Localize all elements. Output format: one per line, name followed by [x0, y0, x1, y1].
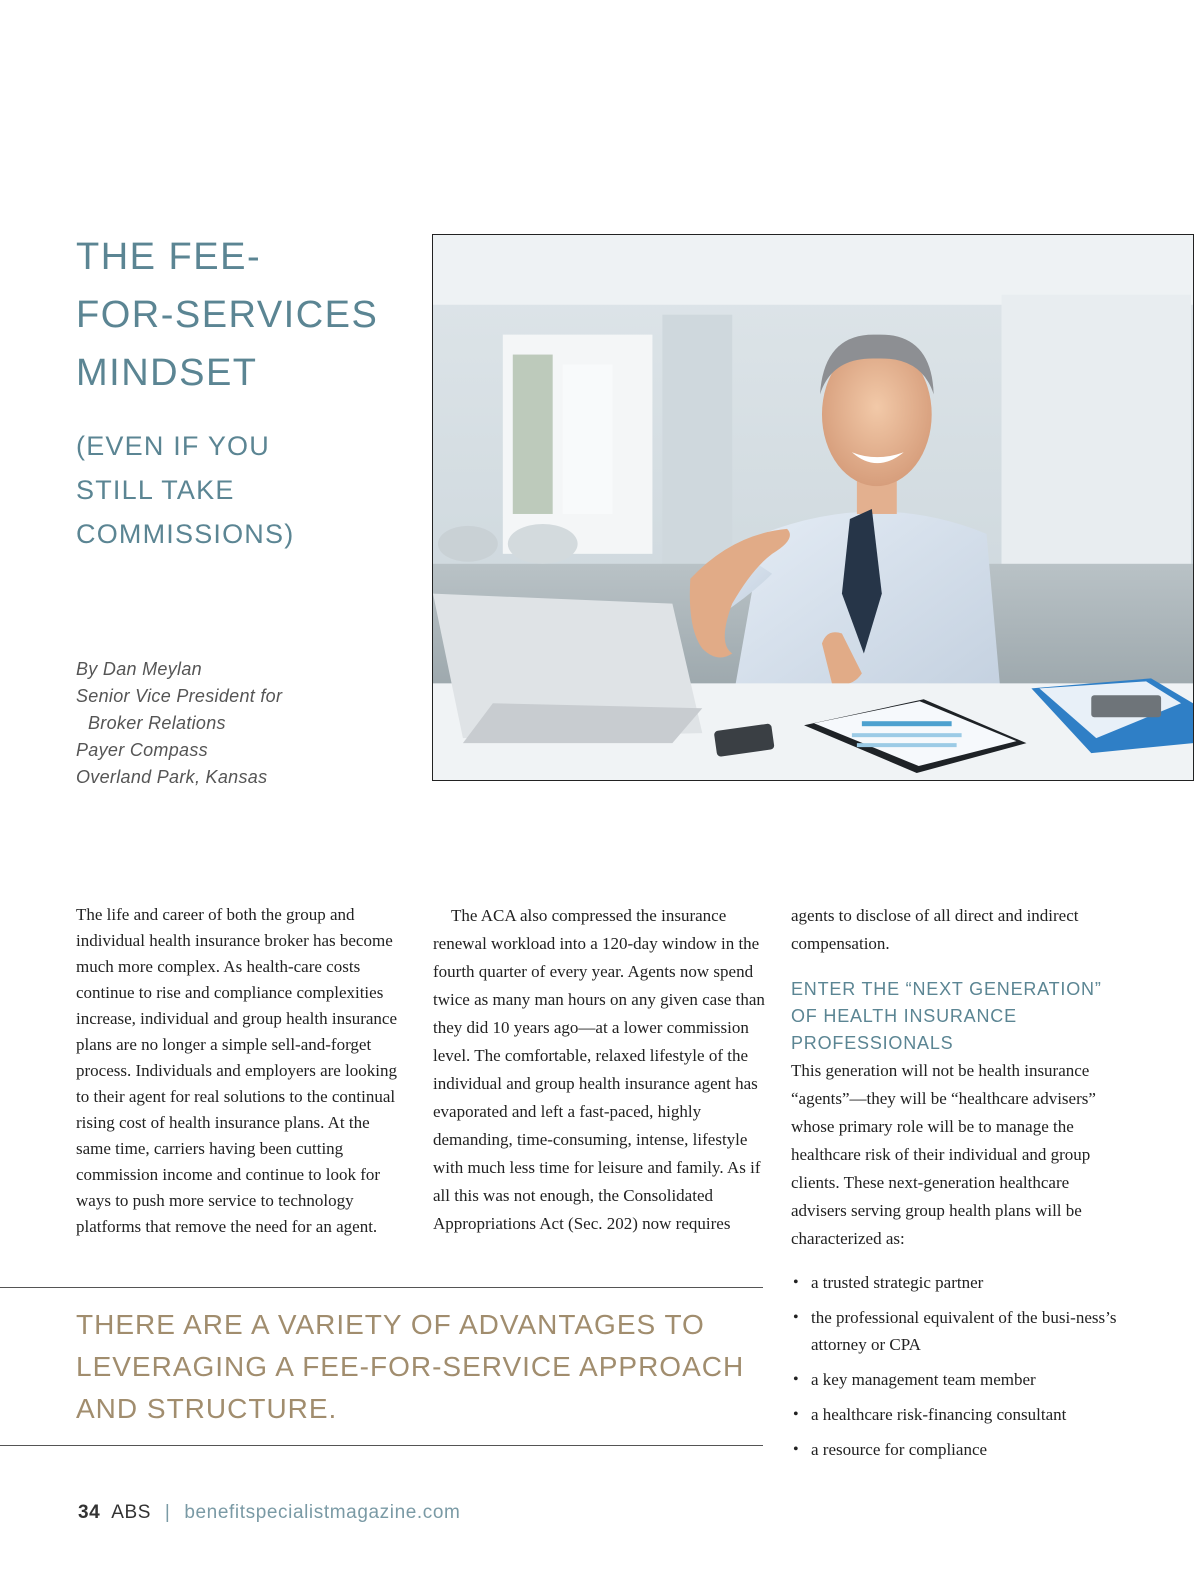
body-paragraph: agents to disclose of all direct and indirect compensation. [791, 906, 1079, 953]
byline-title-cont: Broker Relations [88, 713, 226, 733]
byline-location: Overland Park, Kansas [76, 767, 268, 787]
title-line: THE FEE- [76, 236, 262, 278]
title-line: FOR-SERVICES [76, 294, 379, 336]
body-column-1 [76, 902, 406, 1240]
pullquote-top-rule [0, 1287, 763, 1288]
footer-separator: | [164, 1502, 171, 1523]
body-paragraph: The life and career of both the group and individual health insurance broker has become much more complex. As health-care costs continue to rise and compliance complexities increase, individual and group health insurance plans are no longer a simple sell-and-forget process. Individuals and employers are looking to their agent for real solutions to the continual rising cost of health insurance plans. At the same time, carriers having been cutting commission income and continue to look for ways to push more service to technology platforms that remove the need for an agent. [76, 905, 398, 1236]
title-line: MINDSET [76, 352, 258, 394]
page-number: 34 [78, 1502, 101, 1523]
characteristics-list [791, 1269, 1126, 1463]
list-item: • a trusted strategic partner [791, 1269, 1126, 1296]
byline-author: By Dan Meylan [76, 659, 202, 679]
body-paragraph: The ACA also compressed the insurance renewal workload into a 120-day window in the fourth quarter of every year. Agents now spend twice as many man hours on any given case than they did 10 years ago—at a lower commission level. The comfortable, relaxed lifestyle of the individual and group health insurance agent has evaporated and left a fast-paced, highly demanding, time-consuming, intense, lifestyle with much less time for leisure and family. As if all this was not enough, the Consolidated Appropriations Act (Sec. 202) now requires [433, 906, 765, 1233]
list-item: • a healthcare risk-financing consultant [791, 1401, 1126, 1428]
pullquote-bottom-rule [0, 1445, 763, 1446]
list-item: • a key management team member [791, 1366, 1126, 1393]
page-footer [78, 1502, 461, 1524]
section-heading: ENTER THE “NEXT GENERATION” OF HEALTH INSURANCE PROFESSIONALS [791, 979, 1102, 1053]
businessman-handshake-image [433, 235, 1193, 780]
article-subtitle [76, 424, 416, 556]
byline-company: Payer Compass [76, 740, 208, 760]
list-item: • the professional equivalent of the busi-ness’s attorney or CPA [791, 1304, 1126, 1358]
pullquote-line: LEVERAGING A FEE-FOR-SERVICE APPROACH [76, 1351, 745, 1382]
subtitle-line: (EVEN IF YOU [76, 431, 270, 461]
list-item: • a resource for compliance [791, 1436, 1126, 1463]
body-column-3 [791, 902, 1126, 1471]
pullquote-line: THERE ARE A VARIETY OF ADVANTAGES TO [76, 1309, 705, 1340]
article-title [76, 228, 416, 402]
subtitle-line: STILL TAKE [76, 475, 235, 505]
subtitle-line: COMMISSIONS) [76, 519, 295, 549]
body-column-2 [433, 902, 765, 1238]
pull-quote [76, 1304, 756, 1430]
author-byline [76, 656, 416, 791]
byline-title: Senior Vice President for [76, 686, 283, 706]
publication-name: ABS [111, 1502, 152, 1523]
body-paragraph: This generation will not be health insurance “agents”—they will be “healthcare advisers” whose primary role will be to manage the healthcare risk of their individual and group clients. These next-generation healthcare advisers serving group health plans will be characterized as: [791, 1061, 1096, 1248]
article-photo [432, 234, 1194, 781]
website-link[interactable]: benefitspecialistmagazine.com [184, 1502, 461, 1523]
pullquote-line: AND STRUCTURE. [76, 1393, 338, 1424]
